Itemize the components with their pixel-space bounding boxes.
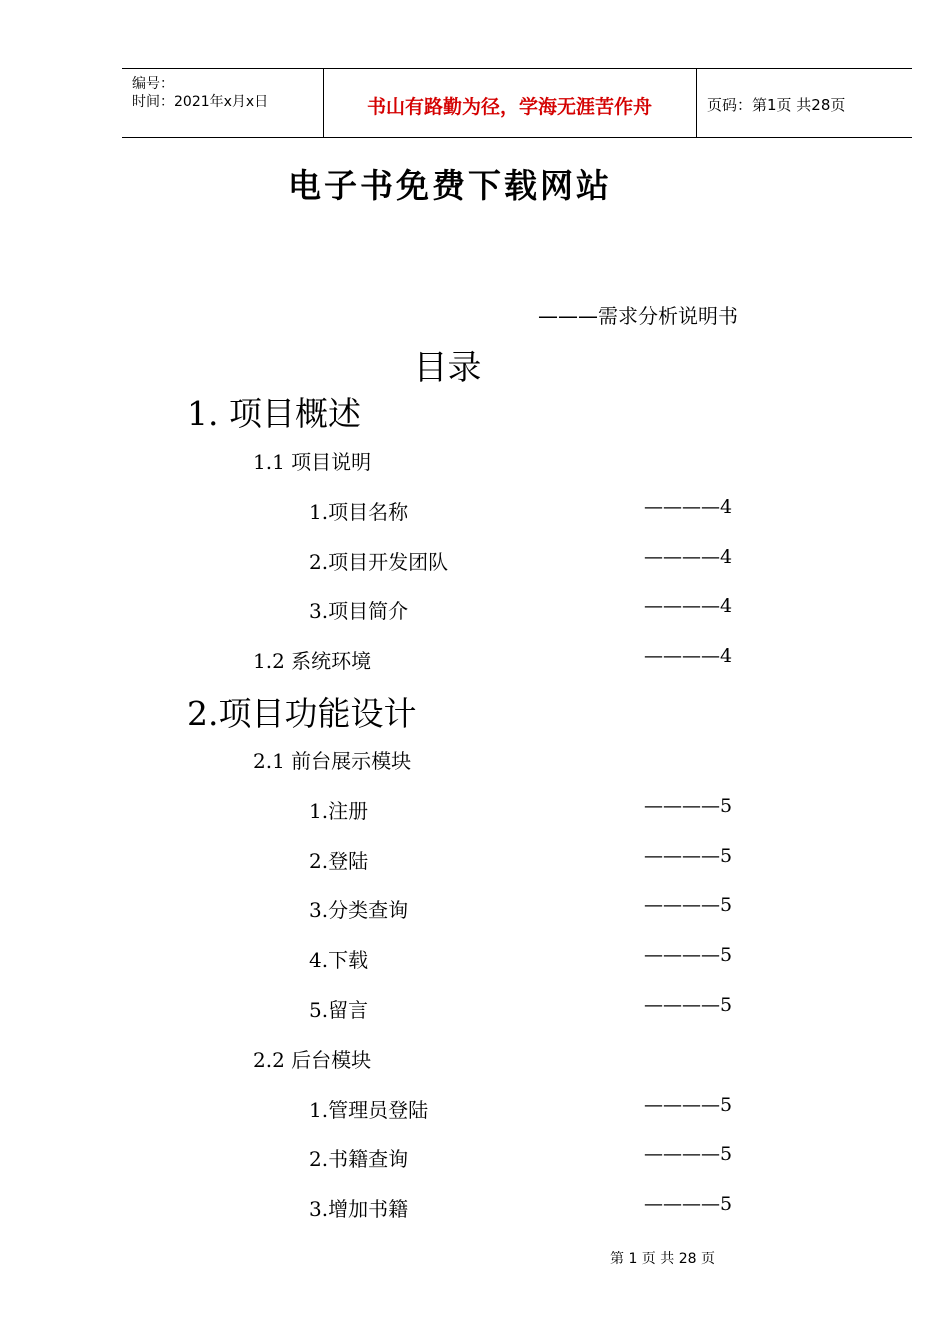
toc-subsection-1-1: 1.1 项目说明 (253, 450, 372, 474)
toc-page-ref: ————5 (644, 994, 733, 1016)
toc-item-2-1-2: 2.登陆 (309, 849, 369, 873)
header-page-cell (697, 69, 912, 137)
header-motto-cell (323, 69, 697, 137)
page-footer: 第 1 页 共 28 页 (610, 1251, 715, 1267)
toc-page-ref: ————4 (644, 645, 733, 667)
toc-item-1-1-1: 1.项目名称 (309, 500, 409, 524)
toc-page-ref: ————5 (644, 795, 733, 817)
time-label: 时间：2021年x月x日 (132, 94, 269, 110)
toc-item-2-2-3: 3.增加书籍 (309, 1197, 409, 1221)
toc-item-1-1-2: 2.项目开发团队 (309, 550, 449, 574)
toc-heading: 目录 (413, 348, 482, 388)
toc-page-ref: ————5 (644, 1094, 733, 1116)
document-title: 电子书免费下载网站 (288, 166, 612, 205)
toc-page-ref: ————4 (644, 595, 733, 617)
toc-subsection-2-2: 2.2 后台模块 (253, 1048, 372, 1072)
toc-page-ref: ————5 (644, 845, 733, 867)
toc-item-2-1-4: 4.下载 (309, 948, 369, 972)
toc-item-2-2-1: 1.管理员登陆 (309, 1098, 429, 1122)
header-meta-cell (122, 69, 324, 137)
document-subtitle: ———需求分析说明书 (538, 304, 738, 328)
toc-item-2-1-5: 5.留言 (309, 998, 369, 1022)
toc-subsection-1-2: 1.2 系统环境 (253, 649, 372, 673)
toc-page-ref: ————4 (644, 496, 733, 518)
toc-item-2-1-1: 1.注册 (309, 799, 369, 823)
motto: 书山有路勤为径，学海无涯苦作舟 (366, 96, 652, 118)
toc-item-2-1-3: 3.分类查询 (309, 898, 409, 922)
toc-item-2-2-2: 2.书籍查询 (309, 1147, 409, 1171)
toc-page-ref: ————5 (644, 1143, 733, 1165)
toc-page-ref: ————5 (644, 1193, 733, 1215)
page-label: 页码：第1页 共28页 (707, 96, 846, 114)
toc-item-1-1-3: 3.项目简介 (309, 599, 409, 623)
toc-section-1: 1. 项目概述 (187, 394, 361, 433)
page-header (122, 68, 912, 138)
toc-page-ref: ————5 (644, 894, 733, 916)
number-label: 编号： (132, 76, 174, 92)
toc-page-ref: ————5 (644, 944, 733, 966)
toc-page-ref: ————4 (644, 546, 733, 568)
toc-subsection-2-1: 2.1 前台展示模块 (253, 749, 412, 773)
toc-section-2: 2.项目功能设计 (187, 694, 417, 733)
